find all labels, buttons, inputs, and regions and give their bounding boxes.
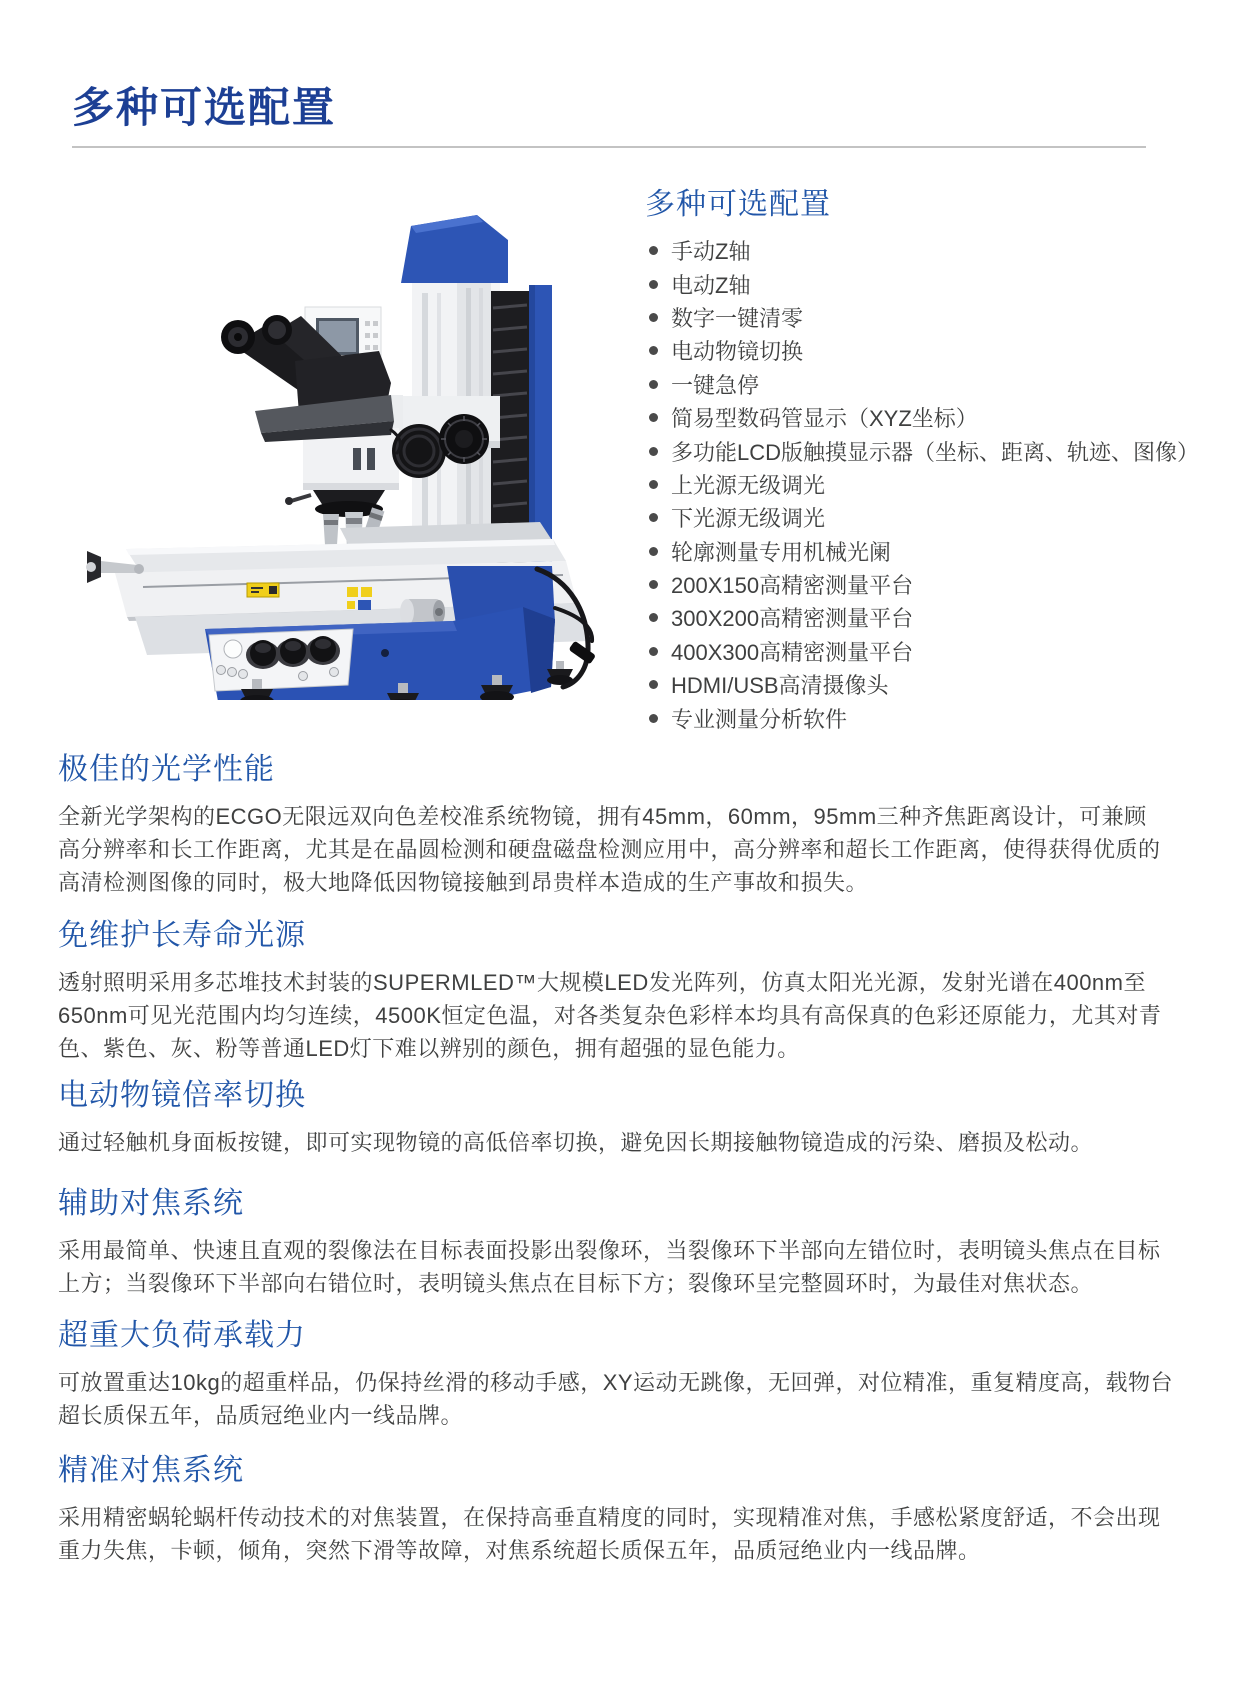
section-text-line: 可放置重达10kg的超重样品，仍保持丝滑的移动手感，XY运动无跳像，无回弹，对位精准，重复精度高，载物台 <box>58 1370 1174 1395</box>
bullet-icon <box>649 647 658 656</box>
section-text-line: 色、紫色、灰、粉等普通LED灯下难以辨别的颜色，拥有超强的显色能力。 <box>58 1036 800 1061</box>
feature-item: 轮廓测量专用机械光阑 <box>645 535 1210 568</box>
section-text-line: 重力失焦，卡顿，倾角，突然下滑等故障，对焦系统超长质保五年，品质冠绝业内一线品牌。 <box>58 1538 981 1563</box>
bullet-icon <box>649 513 658 522</box>
section-load-capacity <box>58 1318 1198 1432</box>
feature-list-panel <box>645 186 1210 735</box>
section-heading: 极佳的光学性能 <box>58 753 275 786</box>
section-text-line: 超长质保五年，品质冠绝业内一线品牌。 <box>58 1403 464 1428</box>
section-heading: 精准对焦系统 <box>58 1454 244 1487</box>
feature-item: 200X150高精密测量平台 <box>645 568 1210 601</box>
section-optical-performance <box>58 752 1198 899</box>
feature-item: 电动Z轴 <box>645 267 1210 300</box>
section-text-line: 通过轻触机身面板按键，即可实现物镜的高低倍率切换，避免因长期接触物镜造成的污染、磨损及松动。 <box>58 1130 1094 1155</box>
section-text-line: 采用精密蜗轮蜗杆传动技术的对焦装置，在保持高垂直精度的同时，实现精准对焦，手感松紧度舒适，不会出现 <box>58 1505 1161 1530</box>
feature-item: 400X300高精密测量平台 <box>645 635 1210 668</box>
section-text-line: 650nm可见光范围内均匀连续，4500K恒定色温，对各类复杂色彩样本均具有高保真的色彩还原能力，尤其对青 <box>58 1003 1162 1028</box>
section-heading: 电动物镜倍率切换 <box>58 1079 306 1112</box>
bullet-icon <box>649 480 658 489</box>
section-heading: 辅助对焦系统 <box>58 1187 244 1220</box>
bullet-icon <box>649 547 658 556</box>
feature-item: 简易型数码管显示（XYZ坐标） <box>645 401 1210 434</box>
section-text-line: 透射照明采用多芯堆技术封装的SUPERMLED™大规模LED发光阵列，仿真太阳光光源，发射光谱在400nm至 <box>58 970 1146 995</box>
bullet-icon <box>649 280 658 289</box>
feature-item: HDMI/USB高清摄像头 <box>645 668 1210 701</box>
feature-item: 上光源无级调光 <box>645 468 1210 501</box>
page-title: 多种可选配置 <box>72 84 337 131</box>
section-auxiliary-focus <box>58 1186 1198 1300</box>
bullet-icon <box>649 447 658 456</box>
bullet-icon <box>649 346 658 355</box>
section-heading: 超重大负荷承载力 <box>58 1319 306 1352</box>
feature-item: 多功能LCD版触摸显示器（坐标、距离、轨迹、图像） <box>645 434 1210 467</box>
feature-item: 专业测量分析软件 <box>645 701 1210 734</box>
bullet-icon <box>649 413 658 422</box>
feature-list-heading: 多种可选配置 <box>645 188 831 221</box>
feature-item: 数字一键清零 <box>645 301 1210 334</box>
bullet-icon <box>649 246 658 255</box>
control-panel <box>209 629 353 691</box>
section-text-line: 采用最简单、快速且直观的裂像法在目标表面投影出裂像环，当裂像环下半部向左错位时，表明镜头焦点在目标 <box>58 1238 1161 1263</box>
feature-item: 电动物镜切换 <box>645 334 1210 367</box>
feature-item: 300X200高精密测量平台 <box>645 601 1210 634</box>
feature-item: 一键急停 <box>645 368 1210 401</box>
bullet-icon <box>649 580 658 589</box>
section-objective-switching <box>58 1078 1198 1159</box>
section-precision-focus <box>58 1453 1198 1567</box>
feature-item: 手动Z轴 <box>645 234 1210 267</box>
bullet-icon <box>649 313 658 322</box>
section-heading: 免维护长寿命光源 <box>58 919 306 952</box>
feature-list <box>645 234 1210 735</box>
title-divider <box>72 146 1146 148</box>
bullet-icon <box>649 680 658 689</box>
microscope-product-image <box>85 183 630 700</box>
section-text-line: 高清检测图像的同时，极大地降低因物镜接触到昂贵样本造成的生产事故和损失。 <box>58 870 869 895</box>
bullet-icon <box>649 714 658 723</box>
bullet-icon <box>649 380 658 389</box>
section-text-line: 上方；当裂像环下半部向右错位时，表明镜头焦点在目标下方；裂像环呈完整圆环时，为最佳对焦状态。 <box>58 1271 1094 1296</box>
section-light-source <box>58 918 1198 1065</box>
bullet-icon <box>649 613 658 622</box>
feature-item: 下光源无级调光 <box>645 501 1210 534</box>
section-text-line: 全新光学架构的ECGO无限远双向色差校准系统物镜，拥有45mm，60mm，95mm三种齐焦距离设计，可兼顾 <box>58 804 1147 829</box>
section-text-line: 高分辨率和长工作距离，尤其是在晶圆检测和硬盘磁盘检测应用中，高分辨率和超长工作距离，使得获得优质的 <box>58 837 1161 862</box>
